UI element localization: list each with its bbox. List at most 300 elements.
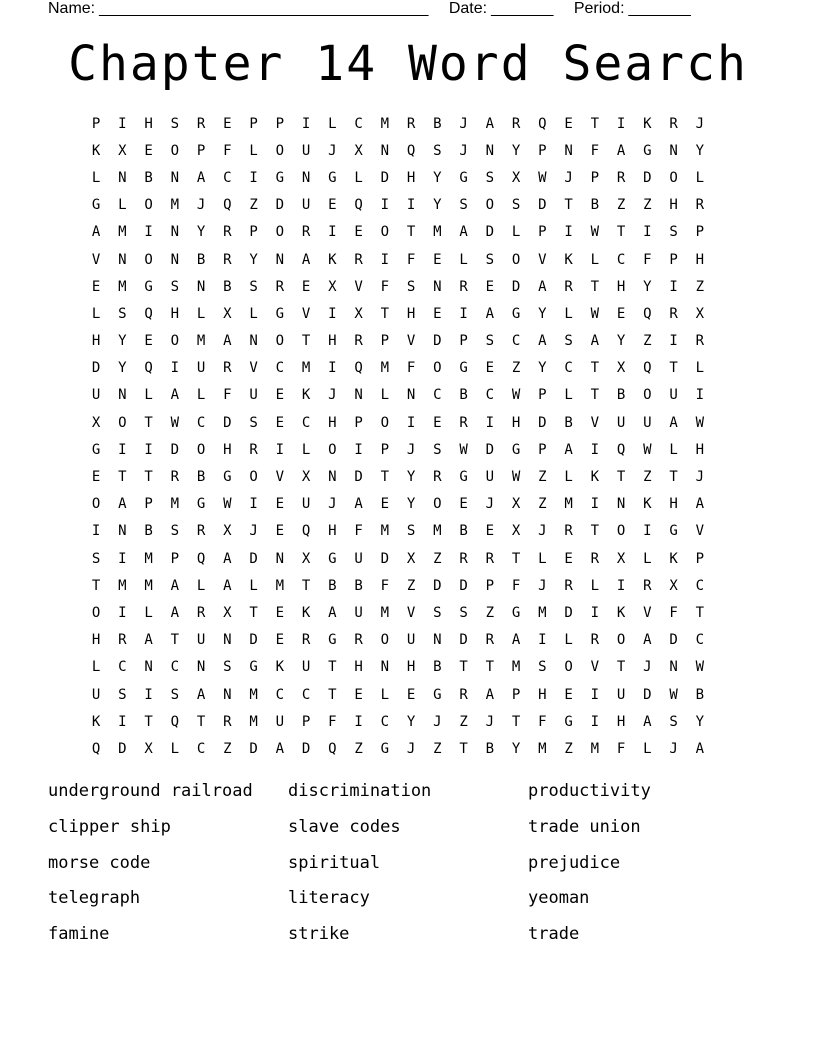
- grid-letter: P: [459, 333, 468, 350]
- grid-letter: B: [590, 197, 600, 214]
- grid-letter: M: [380, 604, 390, 621]
- grid-letter: S: [485, 169, 495, 186]
- grid-letter: T: [301, 577, 311, 594]
- grid-letter: L: [695, 169, 705, 186]
- grid-letter: G: [196, 496, 206, 513]
- grid-letter: Z: [643, 333, 652, 350]
- grid-letter: G: [643, 142, 652, 159]
- grid-letter: N: [170, 224, 180, 241]
- grid-letter: C: [695, 577, 705, 594]
- grid-letter: N: [223, 686, 232, 703]
- grid-letter: L: [380, 686, 390, 703]
- grid-letter: Y: [695, 142, 705, 159]
- grid-letter: L: [301, 441, 311, 458]
- grid-letter: K: [564, 251, 573, 268]
- grid-letter: T: [616, 659, 626, 676]
- grid-letter: N: [669, 142, 678, 159]
- grid-letter: N: [354, 387, 363, 404]
- grid-letter: S: [564, 333, 573, 350]
- grid-letter: F: [590, 142, 600, 159]
- grid-letter: S: [170, 278, 180, 295]
- grid-letter: T: [590, 360, 600, 377]
- grid-letter: A: [170, 604, 180, 621]
- grid-letter: V: [590, 414, 600, 431]
- grid-letter: E: [275, 523, 285, 540]
- grid-letter: T: [144, 469, 153, 486]
- grid-letter: U: [669, 387, 678, 404]
- grid-letter: Z: [695, 278, 705, 295]
- grid-letter: Y: [643, 278, 652, 295]
- grid-letter: T: [91, 577, 101, 594]
- grid-letter: Y: [433, 197, 442, 214]
- grid-letter: W: [223, 496, 232, 513]
- grid-letter: I: [354, 713, 363, 730]
- grid-letter: I: [328, 305, 337, 322]
- grid-letter: B: [433, 115, 442, 132]
- grid-letter: X: [301, 469, 311, 486]
- grid-letter: B: [695, 686, 705, 703]
- grid-letter: Q: [643, 360, 652, 377]
- grid-letter: E: [354, 686, 363, 703]
- grid-letter: E: [275, 632, 285, 649]
- grid-letter: I: [616, 115, 626, 132]
- grid-letter: L: [144, 604, 153, 621]
- grid-letter: P: [275, 115, 285, 132]
- grid-letter: E: [354, 224, 363, 241]
- grid-letter: T: [328, 659, 337, 676]
- grid-letter: H: [328, 523, 337, 540]
- grid-letter: T: [564, 197, 573, 214]
- grid-letter: I: [249, 169, 258, 186]
- word-bank-item: famine: [48, 924, 110, 945]
- grid-letter: G: [328, 550, 337, 567]
- grid-letter: I: [643, 224, 652, 241]
- grid-letter: Y: [118, 333, 127, 350]
- grid-letter: E: [91, 469, 101, 486]
- grid-letter: M: [118, 224, 127, 241]
- grid-letter: U: [301, 142, 311, 159]
- grid-row: [83, 572, 733, 599]
- grid-letter: I: [669, 278, 678, 295]
- grid-letter: D: [249, 632, 258, 649]
- grid-letter: E: [564, 686, 573, 703]
- grid-letter: T: [590, 523, 600, 540]
- grid-letter: X: [616, 360, 626, 377]
- grid-letter: T: [669, 360, 678, 377]
- grid-row: [83, 382, 733, 409]
- grid-letter: N: [406, 387, 416, 404]
- word-bank-item: spiritual: [288, 852, 381, 873]
- grid-letter: P: [144, 496, 153, 513]
- grid-letter: Y: [406, 713, 416, 730]
- grid-letter: D: [91, 360, 101, 377]
- word-bank-item: trade union: [528, 816, 641, 837]
- grid-letter: W: [459, 441, 468, 458]
- grid-letter: L: [643, 740, 652, 757]
- grid-letter: O: [170, 333, 180, 350]
- grid-letter: L: [91, 169, 101, 186]
- grid-letter: T: [144, 713, 153, 730]
- grid-letter: N: [564, 142, 573, 159]
- grid-letter: Z: [643, 197, 652, 214]
- grid-letter: N: [616, 496, 626, 513]
- grid-letter: S: [170, 523, 180, 540]
- grid-letter: I: [144, 224, 153, 241]
- grid-letter: T: [249, 604, 258, 621]
- grid-letter: R: [170, 469, 180, 486]
- grid-letter: L: [380, 387, 390, 404]
- grid-letter: S: [669, 224, 678, 241]
- grid-letter: R: [695, 197, 705, 214]
- grid-letter: G: [459, 360, 468, 377]
- grid-letter: I: [406, 414, 416, 431]
- grid-letter: A: [695, 496, 705, 513]
- grid-letter: K: [301, 387, 311, 404]
- grid-letter: P: [695, 550, 705, 567]
- grid-letter: G: [459, 469, 468, 486]
- grid-letter: L: [144, 387, 153, 404]
- grid-letter: W: [170, 414, 180, 431]
- grid-letter: M: [249, 686, 258, 703]
- grid-letter: O: [91, 496, 101, 513]
- grid-letter: C: [301, 686, 311, 703]
- grid-row: [83, 300, 733, 327]
- grid-letter: O: [144, 197, 153, 214]
- grid-letter: Q: [406, 142, 416, 159]
- grid-letter: I: [144, 686, 153, 703]
- grid-letter: Y: [511, 142, 521, 159]
- grid-letter: D: [249, 550, 258, 567]
- grid-letter: H: [406, 659, 416, 676]
- grid-letter: W: [590, 305, 600, 322]
- grid-letter: M: [118, 577, 127, 594]
- grid-letter: V: [695, 523, 705, 540]
- grid-letter: R: [223, 224, 232, 241]
- grid-letter: R: [669, 115, 678, 132]
- grid-letter: U: [354, 604, 363, 621]
- grid-letter: Z: [249, 197, 258, 214]
- grid-letter: I: [91, 523, 101, 540]
- grid-row: [83, 328, 733, 355]
- grid-letter: S: [485, 251, 495, 268]
- grid-letter: W: [590, 224, 600, 241]
- grid-letter: J: [538, 523, 547, 540]
- word-bank-item: underground railroad: [48, 781, 253, 801]
- grid-letter: A: [223, 550, 232, 567]
- grid-letter: I: [328, 224, 337, 241]
- grid-letter: C: [695, 632, 705, 649]
- grid-letter: L: [564, 632, 573, 649]
- grid-letter: L: [590, 577, 600, 594]
- grid-letter: T: [590, 278, 600, 295]
- grid-letter: H: [669, 197, 678, 214]
- word-bank-item: prejudice: [528, 852, 621, 873]
- grid-letter: M: [144, 550, 153, 567]
- grid-letter: U: [301, 659, 311, 676]
- grid-letter: O: [249, 469, 258, 486]
- grid-letter: C: [485, 387, 495, 404]
- grid-letter: X: [616, 550, 626, 567]
- grid-letter: J: [459, 142, 468, 159]
- grid-letter: B: [223, 278, 232, 295]
- grid-letter: C: [511, 333, 521, 350]
- grid-letter: M: [275, 577, 285, 594]
- grid-letter: C: [616, 251, 626, 268]
- grid-letter: T: [380, 305, 390, 322]
- grid-letter: T: [485, 659, 495, 676]
- grid-letter: C: [223, 169, 232, 186]
- grid-letter: R: [485, 550, 495, 567]
- grid-letter: O: [380, 224, 390, 241]
- grid-letter: J: [433, 713, 442, 730]
- grid-letter: R: [433, 469, 442, 486]
- grid-letter: A: [695, 740, 705, 757]
- grid-letter: U: [301, 197, 311, 214]
- grid-letter: E: [144, 333, 153, 350]
- grid-letter: R: [511, 115, 521, 132]
- grid-letter: S: [669, 713, 678, 730]
- grid-letter: D: [564, 604, 573, 621]
- grid-letter: L: [459, 251, 468, 268]
- grid-letter: N: [380, 659, 390, 676]
- grid-letter: X: [511, 496, 521, 513]
- grid-letter: D: [643, 169, 652, 186]
- grid-letter: J: [328, 387, 337, 404]
- grid-letter: P: [380, 441, 390, 458]
- grid-letter: V: [249, 360, 258, 377]
- grid-letter: S: [223, 659, 232, 676]
- grid-letter: E: [328, 197, 337, 214]
- grid-letter: A: [485, 305, 495, 322]
- grid-letter: X: [223, 523, 232, 540]
- grid-letter: J: [538, 577, 547, 594]
- grid-letter: K: [328, 251, 337, 268]
- date-label: Date:: [448, 0, 488, 17]
- grid-letter: F: [511, 577, 521, 594]
- grid-letter: D: [459, 632, 468, 649]
- grid-letter: B: [144, 523, 153, 540]
- grid-letter: T: [301, 333, 311, 350]
- grid-letter: A: [354, 496, 363, 513]
- grid-letter: N: [275, 251, 285, 268]
- grid-letter: M: [511, 659, 521, 676]
- grid-row: [83, 219, 733, 246]
- grid-letter: H: [223, 441, 232, 458]
- grid-letter: B: [196, 469, 206, 486]
- grid-letter: V: [354, 278, 363, 295]
- grid-letter: P: [695, 224, 705, 241]
- grid-letter: L: [354, 169, 363, 186]
- grid-letter: X: [144, 740, 153, 757]
- grid-letter: N: [118, 169, 127, 186]
- grid-letter: K: [643, 115, 652, 132]
- grid-letter: O: [328, 441, 337, 458]
- grid-row: [83, 273, 733, 300]
- grid-letter: Z: [406, 577, 416, 594]
- grid-letter: E: [459, 496, 468, 513]
- grid-letter: K: [275, 659, 285, 676]
- grid-letter: A: [328, 604, 337, 621]
- grid-letter: L: [328, 115, 337, 132]
- grid-letter: L: [91, 659, 101, 676]
- grid-letter: Z: [485, 604, 495, 621]
- grid-letter: S: [170, 686, 180, 703]
- grid-letter: Q: [328, 740, 337, 757]
- grid-letter: Q: [643, 305, 652, 322]
- grid-letter: Z: [538, 469, 547, 486]
- grid-letter: P: [380, 333, 390, 350]
- grid-letter: E: [144, 142, 153, 159]
- grid-letter: Q: [354, 360, 363, 377]
- grid-letter: I: [118, 713, 127, 730]
- grid-letter: L: [249, 577, 258, 594]
- grid-letter: L: [564, 387, 573, 404]
- grid-letter: O: [275, 224, 285, 241]
- grid-letter: D: [249, 740, 258, 757]
- grid-letter: A: [144, 632, 153, 649]
- grid-letter: I: [328, 360, 337, 377]
- grid-letter: K: [91, 142, 101, 159]
- grid-letter: X: [406, 550, 416, 567]
- grid-letter: I: [695, 387, 705, 404]
- grid-letter: G: [511, 305, 521, 322]
- grid-letter: E: [485, 360, 495, 377]
- grid-letter: V: [406, 333, 416, 350]
- grid-letter: Q: [301, 523, 311, 540]
- grid-letter: R: [590, 632, 600, 649]
- grid-letter: B: [564, 414, 573, 431]
- grid-letter: G: [459, 169, 468, 186]
- grid-letter: L: [695, 360, 705, 377]
- grid-letter: J: [406, 740, 416, 757]
- grid-letter: Z: [433, 550, 442, 567]
- grid-letter: B: [144, 169, 153, 186]
- word-bank-item: discrimination: [288, 781, 432, 801]
- grid-letter: A: [643, 713, 652, 730]
- grid-letter: A: [223, 577, 232, 594]
- grid-row: [83, 735, 733, 762]
- grid-letter: U: [196, 360, 206, 377]
- grid-letter: N: [433, 632, 442, 649]
- grid-letter: I: [275, 441, 285, 458]
- grid-row: [83, 246, 733, 273]
- grid-letter: U: [616, 414, 626, 431]
- grid-letter: T: [616, 469, 626, 486]
- grid-letter: S: [511, 197, 521, 214]
- grid-letter: I: [590, 604, 600, 621]
- grid-letter: I: [616, 577, 626, 594]
- grid-letter: I: [144, 441, 153, 458]
- grid-letter: P: [249, 115, 258, 132]
- grid-letter: C: [275, 686, 285, 703]
- word-bank-item: morse code: [48, 852, 151, 873]
- grid-letter: I: [118, 115, 127, 132]
- grid-letter: J: [669, 740, 678, 757]
- grid-letter: M: [380, 115, 390, 132]
- grid-letter: D: [301, 740, 311, 757]
- grid-letter: X: [223, 604, 232, 621]
- grid-letter: I: [170, 360, 180, 377]
- grid-letter: U: [91, 387, 101, 404]
- grid-letter: N: [433, 278, 442, 295]
- grid-letter: S: [249, 414, 258, 431]
- grid-letter: D: [275, 197, 285, 214]
- grid-letter: R: [643, 577, 652, 594]
- grid-row: [83, 681, 733, 708]
- grid-letter: I: [590, 496, 600, 513]
- grid-letter: R: [118, 632, 127, 649]
- grid-letter: N: [196, 659, 206, 676]
- grid-row: [83, 436, 733, 463]
- grid-letter: D: [354, 469, 363, 486]
- word-bank-column: [288, 780, 431, 959]
- grid-letter: M: [433, 523, 442, 540]
- grid-letter: A: [170, 577, 180, 594]
- grid-letter: E: [433, 305, 442, 322]
- grid-letter: E: [275, 604, 285, 621]
- word-bank-item: slave codes: [288, 816, 401, 837]
- word-bank-column: [48, 780, 253, 959]
- grid-letter: L: [249, 142, 258, 159]
- grid-letter: P: [538, 142, 547, 159]
- grid-letter: O: [144, 251, 153, 268]
- grid-letter: R: [669, 305, 678, 322]
- grid-letter: M: [170, 197, 180, 214]
- grid-letter: A: [616, 142, 626, 159]
- grid-letter: O: [91, 604, 101, 621]
- grid-letter: K: [616, 604, 626, 621]
- grid-letter: R: [223, 360, 232, 377]
- grid-letter: X: [354, 305, 363, 322]
- grid-letter: H: [406, 305, 416, 322]
- grid-letter: B: [459, 387, 468, 404]
- grid-letter: V: [538, 251, 547, 268]
- grid-letter: E: [275, 387, 285, 404]
- grid-letter: A: [223, 333, 232, 350]
- word-bank-item: literacy: [288, 888, 370, 909]
- grid-letter: E: [433, 414, 442, 431]
- grid-letter: Y: [196, 224, 206, 241]
- grid-letter: M: [380, 360, 390, 377]
- grid-letter: X: [91, 414, 101, 431]
- grid-letter: Q: [144, 360, 153, 377]
- grid-letter: R: [354, 333, 363, 350]
- grid-letter: E: [485, 278, 495, 295]
- grid-letter: R: [695, 333, 705, 350]
- grid-letter: V: [301, 305, 311, 322]
- grid-letter: D: [223, 414, 232, 431]
- grid-letter: S: [538, 659, 547, 676]
- grid-letter: B: [459, 523, 468, 540]
- grid-letter: Y: [538, 305, 547, 322]
- grid-letter: J: [564, 169, 573, 186]
- grid-letter: X: [223, 305, 232, 322]
- grid-letter: H: [616, 278, 626, 295]
- grid-letter: I: [406, 197, 416, 214]
- grid-letter: M: [196, 333, 206, 350]
- student-info-header: [48, 0, 707, 18]
- grid-letter: C: [170, 659, 180, 676]
- grid-letter: Y: [616, 333, 626, 350]
- grid-letter: A: [91, 224, 101, 241]
- grid-row: [83, 545, 733, 572]
- grid-letter: S: [118, 686, 127, 703]
- grid-letter: D: [170, 441, 180, 458]
- grid-letter: Q: [170, 713, 180, 730]
- grid-row: [83, 599, 733, 626]
- grid-letter: P: [91, 115, 101, 132]
- grid-letter: F: [223, 142, 232, 159]
